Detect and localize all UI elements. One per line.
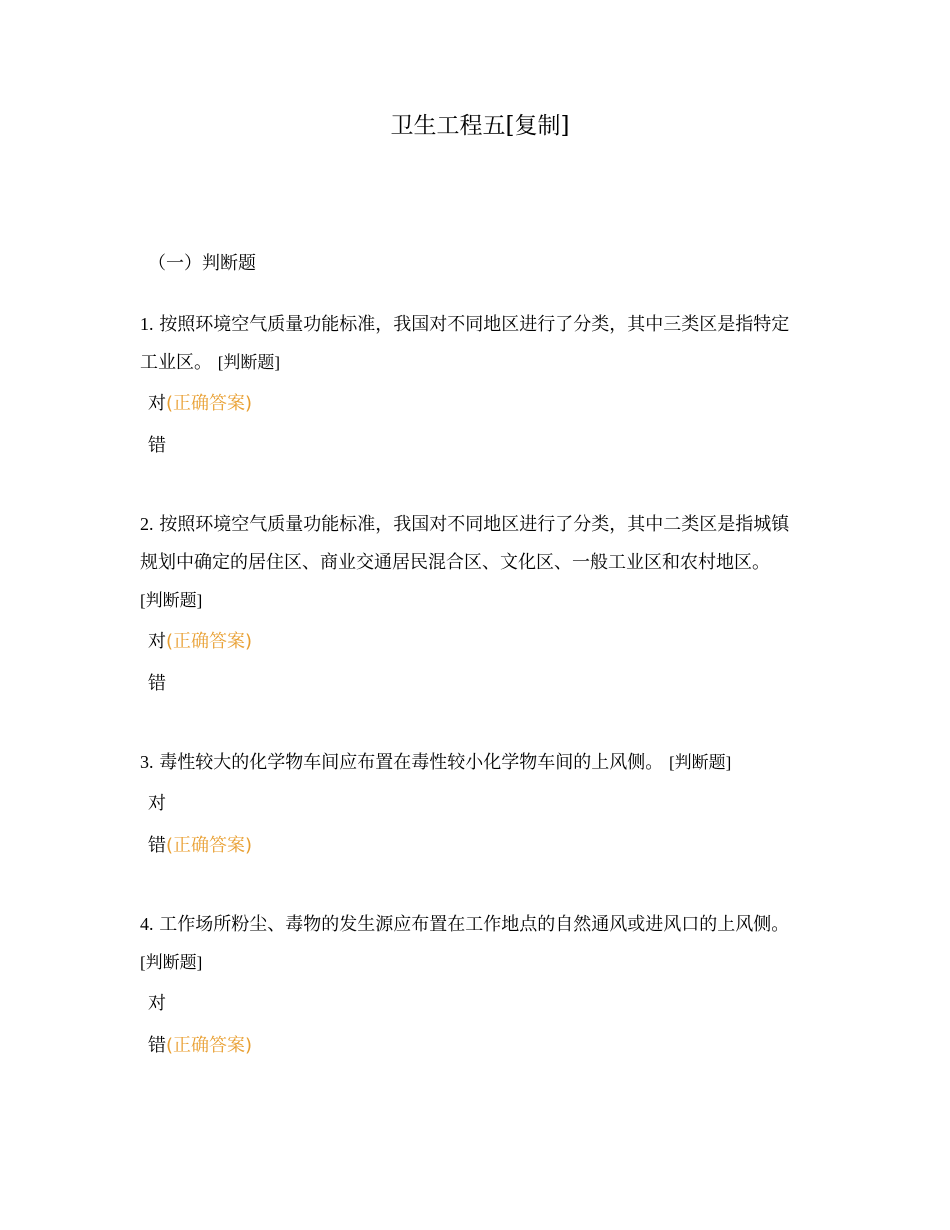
option-label: 错 bbox=[148, 435, 166, 456]
option-true[interactable] bbox=[140, 384, 820, 424]
question-type: [判断题] bbox=[668, 753, 732, 772]
question-text-line2: 规划中确定的居住区、商业交通居民混合区、文化区、一般工业区和农村地区。 bbox=[140, 552, 770, 573]
option-true[interactable] bbox=[140, 622, 820, 662]
question-number: 1. bbox=[140, 314, 154, 334]
option-false[interactable] bbox=[140, 664, 820, 704]
question-number: 3. bbox=[140, 752, 154, 772]
option-label: 对 bbox=[148, 993, 166, 1014]
option-label: 错 bbox=[148, 835, 166, 856]
option-label: 错 bbox=[148, 1035, 166, 1056]
question-1 bbox=[140, 305, 820, 466]
option-label: 对 bbox=[148, 393, 166, 414]
question-text-line1: 毒性较大的化学物车间应布置在毒性较小化学物车间的上风侧。 bbox=[159, 752, 664, 773]
correct-answer-marker: (正确答案) bbox=[166, 835, 253, 856]
question-text-line1: 工作场所粉尘、毒物的发生源应布置在工作地点的自然通风或进风口的上风侧。 bbox=[159, 914, 790, 935]
question-text bbox=[140, 505, 820, 620]
question-type: [判断题] bbox=[217, 353, 281, 372]
question-text-line1: 按照环境空气质量功能标准，我国对不同地区进行了分类，其中三类区是指特定 bbox=[159, 314, 790, 335]
question-text bbox=[140, 743, 820, 782]
option-false[interactable] bbox=[140, 826, 820, 866]
question-text-line1: 按照环境空气质量功能标准，我国对不同地区进行了分类，其中二类区是指城镇 bbox=[159, 514, 790, 535]
question-4 bbox=[140, 905, 820, 1066]
option-false[interactable] bbox=[140, 426, 820, 466]
question-text-line2: 工业区。 bbox=[140, 352, 212, 373]
question-text bbox=[140, 305, 820, 382]
document-title: 卫生工程五[复制] bbox=[390, 113, 570, 139]
question-number: 2. bbox=[140, 514, 154, 534]
option-label: 对 bbox=[148, 631, 166, 652]
question-type: [判断题] bbox=[140, 591, 203, 610]
option-false[interactable] bbox=[140, 1026, 820, 1066]
question-type: [判断题] bbox=[140, 953, 203, 972]
option-label: 对 bbox=[148, 793, 166, 814]
correct-answer-marker: (正确答案) bbox=[166, 1035, 253, 1056]
question-number: 4. bbox=[140, 914, 154, 934]
option-true[interactable] bbox=[140, 784, 820, 824]
correct-answer-marker: (正确答案) bbox=[166, 631, 253, 652]
question-3 bbox=[140, 743, 820, 866]
section-heading: （一）判断题 bbox=[148, 253, 256, 274]
question-2 bbox=[140, 505, 820, 704]
question-text bbox=[140, 905, 820, 982]
option-label: 错 bbox=[148, 673, 166, 694]
correct-answer-marker: (正确答案) bbox=[166, 393, 253, 414]
option-true[interactable] bbox=[140, 984, 820, 1024]
